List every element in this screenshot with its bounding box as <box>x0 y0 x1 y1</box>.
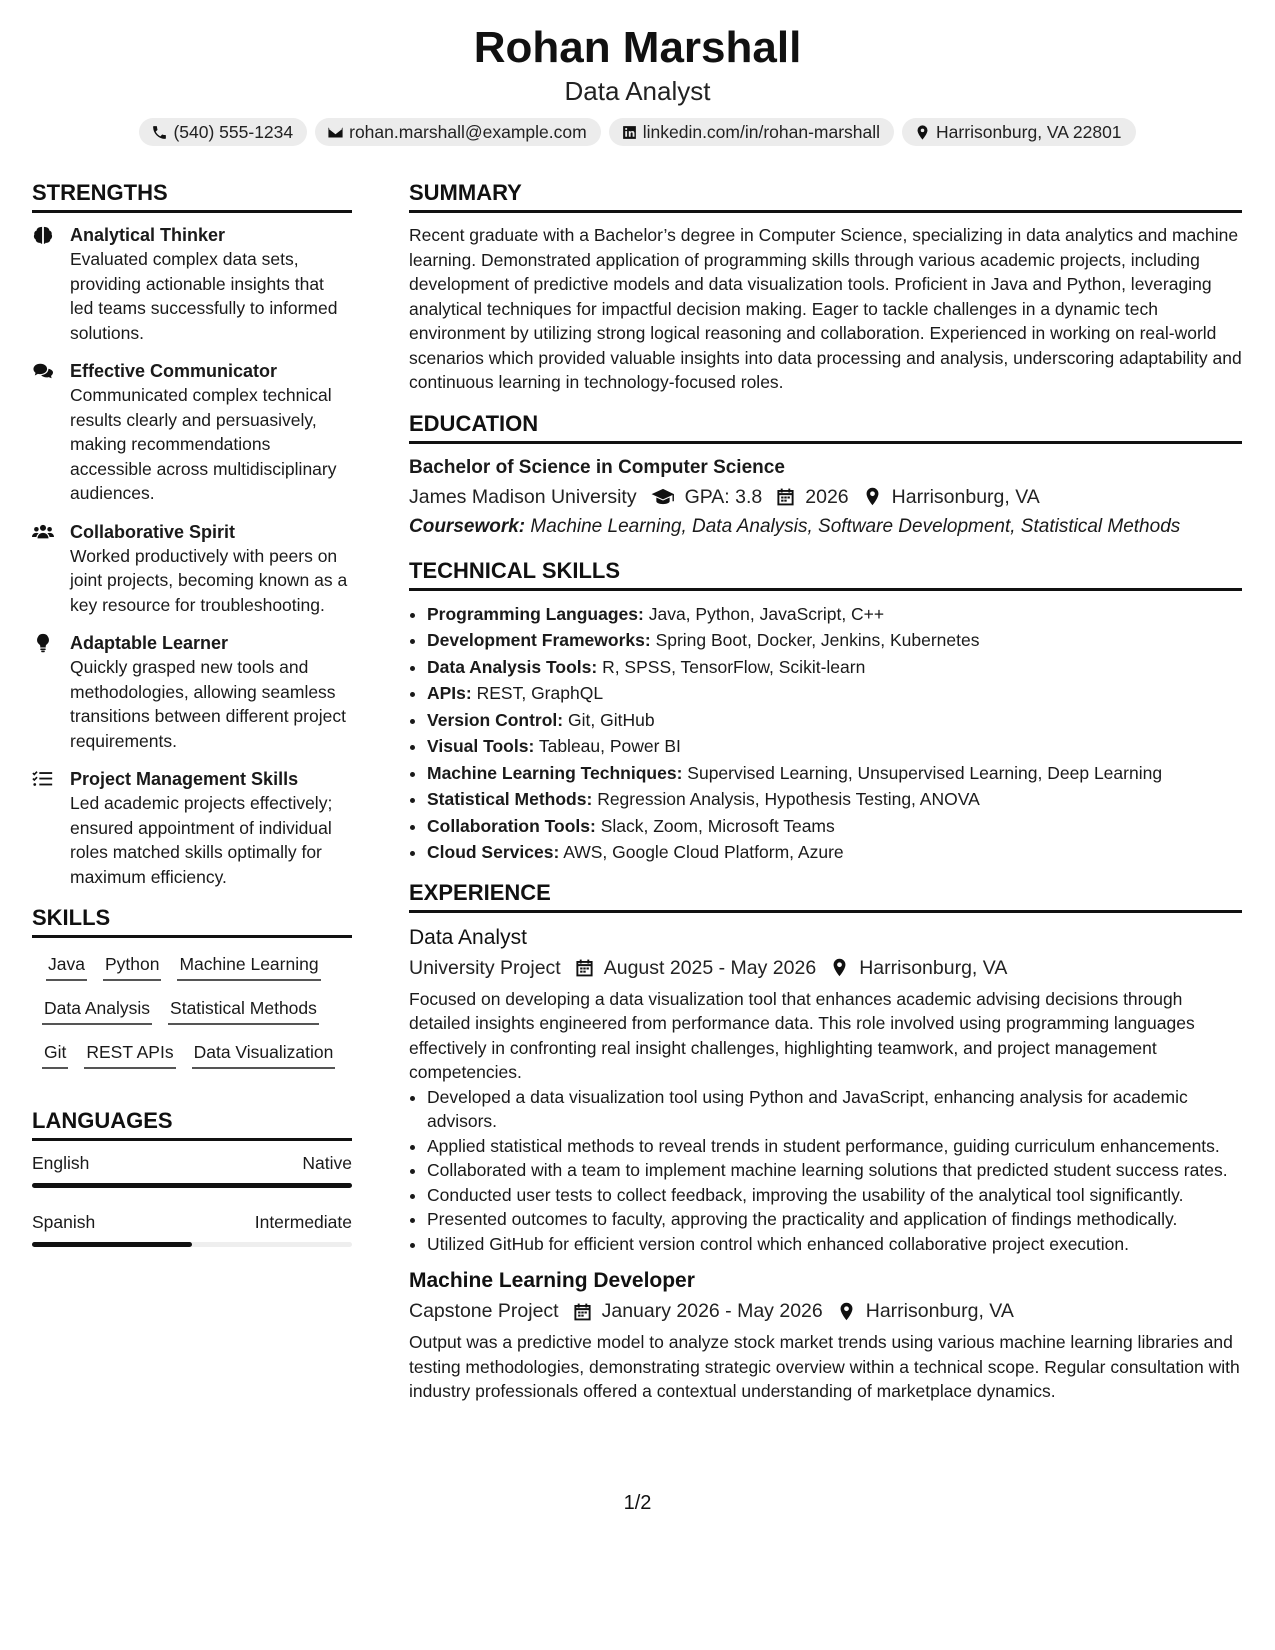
education-gpa: GPA: 3.8 <box>684 485 763 508</box>
job-location: Harrisonburg, VA <box>859 956 1008 979</box>
experience-heading: EXPERIENCE <box>409 878 1242 913</box>
strength-description: Worked productively with peers on joint projects, becoming known as a key resource for troubleshooting. <box>70 545 348 615</box>
left-column <box>32 178 352 1269</box>
language-item <box>32 1210 352 1247</box>
skill-tag: Data Visualization <box>192 1040 336 1069</box>
contact-location-text: Harrisonburg, VA 22801 <box>936 122 1122 142</box>
job-title: Machine Learning Developer <box>409 1269 695 1292</box>
resume-header <box>0 22 1275 146</box>
candidate-title: Data Analyst <box>564 76 711 106</box>
strength-description: Quickly grasped new tools and methodologies, allowing seamless transitions between different project requirements. <box>70 657 346 751</box>
job-dates: January 2026 - May 2026 <box>601 1300 823 1322</box>
skill-tag: Git <box>42 1040 68 1069</box>
contact-location <box>902 118 1136 146</box>
brain-icon <box>32 225 54 245</box>
job-meta <box>409 953 1242 983</box>
task-list-icon <box>32 769 54 789</box>
skill-tag: Java <box>46 952 87 981</box>
technical-skill-item: • APIs: REST, GraphQL <box>427 680 1242 707</box>
language-level: Native <box>302 1153 352 1173</box>
language-proficiency-fill <box>32 1242 192 1247</box>
skills-list <box>32 948 352 1084</box>
strength-item <box>32 359 352 506</box>
technical-skill-item: • Statistical Methods: Regression Analysis, Hypothesis Testing, ANOVA <box>427 786 1242 813</box>
strength-title: Adaptable Learner <box>70 633 229 653</box>
phone-icon <box>151 124 168 141</box>
job-bullet: • Utilized GitHub for efficient version control which enhanced collaborative project execution. <box>427 1232 1242 1257</box>
location-pin-icon <box>863 487 882 506</box>
job-bullet: • Collaborated with a team to implement machine learning solutions that predicted student success rates. <box>427 1158 1242 1183</box>
education-meta <box>409 482 1242 512</box>
skill-tag: Machine Learning <box>177 952 320 981</box>
strength-item <box>32 767 352 889</box>
coursework-label: Coursework: <box>409 515 526 537</box>
users-icon <box>32 522 54 542</box>
lightbulb-icon <box>32 633 54 653</box>
coursework-list: Machine Learning, Data Analysis, Software Development, Statistical Methods <box>530 515 1181 537</box>
language-level: Intermediate <box>254 1212 352 1232</box>
strength-description: Led academic projects effectively; ensured appointment of individual roles matched skills optimally for maximum efficiency. <box>70 793 333 887</box>
job-title: Data Analyst <box>409 925 527 949</box>
job-dates: August 2025 - May 2026 <box>603 956 817 979</box>
education-location: Harrisonburg, VA <box>891 485 1040 508</box>
technical-skills-heading: TECHNICAL SKILLS <box>409 556 1242 591</box>
languages-heading: LANGUAGES <box>32 1106 352 1141</box>
technical-skill-item: • Machine Learning Techniques: Supervised Learning, Unsupervised Learning, Deep Learning <box>427 760 1242 787</box>
contact-email[interactable] <box>315 118 601 146</box>
contact-phone-text: (540) 555-1234 <box>173 122 294 142</box>
envelope-icon <box>327 124 344 141</box>
location-pin-icon <box>830 958 849 977</box>
strengths-heading: STRENGTHS <box>32 178 352 213</box>
right-column <box>409 178 1242 1404</box>
contact-linkedin[interactable] <box>609 118 894 146</box>
calendar-icon <box>573 1302 592 1321</box>
job-bullet: • Conducted user tests to collect feedback, improving the usability of the analytical tool significantly. <box>427 1183 1242 1208</box>
language-proficiency-fill <box>32 1183 352 1188</box>
summary-heading: SUMMARY <box>409 178 1242 213</box>
technical-skill-item: • Data Analysis Tools: R, SPSS, TensorFlow, Scikit-learn <box>427 654 1242 681</box>
language-item <box>32 1151 352 1188</box>
job-description: Focused on developing a data visualization tool that enhances academic advising decisions through detailed insights engineered from performance data. This role involved using programming languages effectively in confronting real insight challenges, highlighting teamwork, and project management competencies. <box>409 988 1195 1082</box>
job-bullet: • Developed a data visualization tool using Python and JavaScript, enhancing analysis for academic advisors. <box>427 1085 1242 1134</box>
strength-description: Evaluated complex data sets, providing actionable insights that led teams successfully to informed solutions. <box>70 249 338 343</box>
education-coursework <box>409 512 1242 542</box>
linkedin-icon <box>621 124 638 141</box>
job-bullet: • Applied statistical methods to reveal trends in student performance, guiding curriculum enhancements. <box>427 1134 1242 1159</box>
candidate-name: Rohan Marshall <box>473 23 802 72</box>
strength-item <box>32 631 352 753</box>
technical-skill-item: • Development Frameworks: Spring Boot, Docker, Jenkins, Kubernetes <box>427 627 1242 654</box>
job-meta <box>409 1296 1242 1326</box>
contact-email-text: rohan.marshall@example.com <box>349 122 587 142</box>
contact-bar <box>0 118 1275 146</box>
contact-phone[interactable] <box>139 118 307 146</box>
strength-title: Effective Communicator <box>70 361 278 381</box>
strength-item <box>32 223 352 345</box>
technical-skill-item: • Cloud Services: AWS, Google Cloud Platform, Azure <box>427 839 1242 866</box>
language-name: English <box>32 1153 90 1173</box>
technical-skill-item: • Programming Languages: Java, Python, JavaScript, C++ <box>427 601 1242 628</box>
technical-skill-item: • Visual Tools: Tableau, Power BI <box>427 733 1242 760</box>
job-location: Harrisonburg, VA <box>865 1300 1014 1322</box>
language-proficiency-bar <box>32 1242 352 1247</box>
job-bullets <box>409 1085 1242 1257</box>
job-description: Output was a predictive model to analyze stock market trends using various machine learning libraries and testing methodologies, demonstrating strategic overview within a technical scope. Regular consultation with industry professionals offered a contextual understanding of marketplace dynamics. <box>409 1332 1240 1401</box>
summary-text: Recent graduate with a Bachelor’s degree in Computer Science, specializing in data analytics and machine learning. Demonstrated application of programming skills through various academic projects, including development of predictive models and data visualization tools. Proficient in Java and Python, leveraging analytical techniques for impactful decision making. Eager to tackle challenges in a dynamic tech environment by utilizing strong logical reasoning and collaboration. Experienced in working on real-world scenarios which provided valuable insights into data processing and analysis, underscoring adaptability and continuous learning in technology-focused roles. <box>409 225 1242 392</box>
job-entry <box>409 1266 1242 1404</box>
education-heading: EDUCATION <box>409 409 1242 444</box>
education-school: James Madison University <box>409 485 637 508</box>
language-proficiency-bar <box>32 1183 352 1188</box>
page-number: 1/2 <box>623 1492 652 1514</box>
education-year: 2026 <box>805 485 849 508</box>
skills-heading: SKILLS <box>32 903 352 938</box>
graduation-cap-icon <box>651 487 675 506</box>
job-org: University Project <box>409 956 561 979</box>
skill-tag: Statistical Methods <box>168 996 319 1025</box>
location-pin-icon <box>837 1302 856 1321</box>
location-pin-icon <box>914 124 931 141</box>
education-degree: Bachelor of Science in Computer Science <box>409 456 785 478</box>
technical-skill-item: • Version Control: Git, GitHub <box>427 707 1242 734</box>
strength-title: Project Management Skills <box>70 769 299 789</box>
contact-linkedin-text: linkedin.com/in/rohan-marshall <box>642 122 881 142</box>
job-org: Capstone Project <box>409 1300 559 1322</box>
job-bullet: • Presented outcomes to faculty, approving the practicality and application of findings methodically. <box>427 1207 1242 1232</box>
strength-title: Analytical Thinker <box>70 225 226 245</box>
skill-tag: REST APIs <box>84 1040 175 1069</box>
skill-tag: Python <box>103 952 161 981</box>
strength-item <box>32 520 352 618</box>
technical-skills-list <box>409 601 1242 866</box>
strength-title: Collaborative Spirit <box>70 521 236 542</box>
skill-tag: Data Analysis <box>42 996 152 1025</box>
calendar-icon <box>575 958 594 977</box>
technical-skill-item: • Collaboration Tools: Slack, Zoom, Microsoft Teams <box>427 813 1242 840</box>
calendar-icon <box>776 487 795 506</box>
strength-description: Communicated complex technical results clearly and persuasively, making recommendations accessible across multidisciplinary audiences. <box>70 385 337 503</box>
language-name: Spanish <box>32 1212 96 1232</box>
comments-icon <box>32 361 54 381</box>
job-entry <box>409 923 1242 1257</box>
